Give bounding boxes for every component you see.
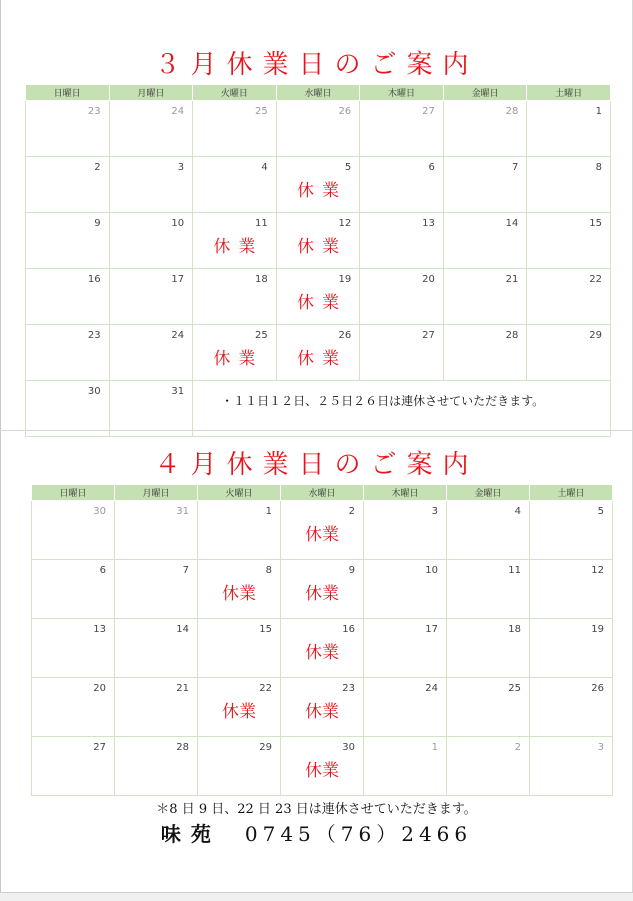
calendar-day-cell — [276, 157, 360, 213]
calendar-day-cell — [109, 101, 193, 157]
day-number: 30 — [87, 386, 101, 397]
closed-label: 休業 — [296, 237, 347, 257]
calendar-day-cell — [26, 269, 110, 325]
day-number: 23 — [342, 683, 355, 694]
note-cell — [193, 381, 611, 437]
day-number: 16 — [87, 274, 101, 285]
phone-number: 0745（76）2466 — [244, 822, 473, 846]
calendar-day-cell — [115, 501, 198, 560]
calendar-day-cell — [281, 560, 364, 619]
calendar-day-cell — [115, 560, 198, 619]
day-number: 17 — [425, 624, 438, 635]
closed-label: 休業 — [305, 584, 339, 604]
day-number: 5 — [597, 506, 604, 517]
day-number: 20 — [422, 274, 435, 285]
closed-label: 休業 — [296, 181, 347, 201]
closed-label: 休業 — [305, 643, 339, 663]
calendar-week-row — [26, 101, 611, 157]
calendar-day-cell — [26, 101, 110, 157]
day-number: 27 — [422, 330, 435, 341]
closed-label: 休業 — [296, 293, 347, 313]
weekday-header: 木曜日 — [364, 485, 447, 501]
calendar-day-cell — [276, 101, 360, 157]
day-number: 3 — [597, 742, 604, 753]
calendar-day-cell — [530, 501, 613, 560]
day-number: 23 — [87, 106, 101, 117]
calendar-day-cell — [32, 560, 115, 619]
calendar-day-cell — [32, 678, 115, 737]
calendar-day-cell — [447, 678, 530, 737]
calendar-week-row — [26, 381, 611, 437]
calendar-day-cell — [26, 381, 110, 437]
day-number: 29 — [259, 742, 272, 753]
calendar-week-row — [32, 737, 613, 796]
closed-label: 休業 — [222, 702, 256, 722]
page-bottom-edge — [0, 892, 633, 901]
calendar-day-cell — [32, 501, 115, 560]
day-number: 1 — [265, 506, 272, 517]
weekday-header: 月曜日 — [115, 485, 198, 501]
day-number: 6 — [99, 565, 106, 576]
calendar-day-cell — [447, 619, 530, 678]
day-number: 14 — [505, 218, 519, 229]
calendar-week-row — [26, 325, 611, 381]
weekday-header: 火曜日 — [193, 85, 277, 101]
calendar-week-row — [32, 678, 613, 737]
day-number: 8 — [595, 162, 602, 173]
day-number: 17 — [171, 274, 185, 285]
day-number: 27 — [93, 742, 106, 753]
day-number: 9 — [94, 218, 101, 229]
calendar-day-cell — [530, 560, 613, 619]
closed-label: 休業 — [213, 349, 264, 369]
calendar-day-cell — [198, 678, 281, 737]
calendar-day-cell — [115, 678, 198, 737]
calendar-day-cell — [198, 619, 281, 678]
closed-label: 休業 — [305, 761, 339, 781]
day-number: 10 — [425, 565, 438, 576]
weekday-header: 木曜日 — [360, 85, 444, 101]
calendar-day-cell — [198, 501, 281, 560]
day-number: 24 — [171, 106, 185, 117]
calendar-day-cell — [109, 269, 193, 325]
day-number: 13 — [93, 624, 106, 635]
calendar-day-cell — [360, 101, 444, 157]
calendar-day-cell — [32, 737, 115, 796]
calendar-day-cell — [193, 269, 277, 325]
closed-label: 休業 — [213, 237, 264, 257]
day-number: 19 — [338, 274, 352, 285]
day-number: 30 — [342, 742, 355, 753]
weekday-header: 水曜日 — [276, 85, 360, 101]
calendar-day-cell — [115, 737, 198, 796]
day-number: 14 — [176, 624, 189, 635]
calendar-day-cell — [530, 737, 613, 796]
closed-label: 休業 — [305, 525, 339, 545]
closed-label: 休業 — [222, 584, 256, 604]
day-number: 31 — [176, 506, 189, 517]
calendar-day-cell — [360, 325, 444, 381]
day-number: 16 — [342, 624, 355, 635]
day-number: 15 — [259, 624, 272, 635]
april-title: ４月休業日のご案内 — [154, 450, 479, 480]
calendar-day-cell — [443, 157, 527, 213]
calendar-day-cell — [26, 213, 110, 269]
march-calendar — [25, 84, 611, 437]
day-number: 7 — [182, 565, 189, 576]
day-number: 28 — [505, 106, 519, 117]
day-number: 1 — [431, 742, 438, 753]
weekday-header: 水曜日 — [281, 485, 364, 501]
calendar-day-cell — [276, 325, 360, 381]
calendar-day-cell — [109, 381, 193, 437]
calendar-day-cell — [360, 157, 444, 213]
calendar-day-cell — [443, 269, 527, 325]
calendar-day-cell — [364, 678, 447, 737]
calendar-day-cell — [364, 619, 447, 678]
calendar-day-cell — [360, 213, 444, 269]
april-calendar — [31, 484, 613, 796]
calendar-day-cell — [447, 560, 530, 619]
closed-label: 休業 — [296, 349, 347, 369]
day-number: 21 — [176, 683, 189, 694]
day-number: 28 — [176, 742, 189, 753]
calendar-day-cell — [26, 157, 110, 213]
weekday-header: 日曜日 — [26, 85, 110, 101]
calendar-day-cell — [193, 325, 277, 381]
day-number: 6 — [428, 162, 435, 173]
calendar-day-cell — [198, 737, 281, 796]
calendar-day-cell — [26, 325, 110, 381]
calendar-day-cell — [32, 619, 115, 678]
calendar-day-cell — [443, 325, 527, 381]
footer-contact — [0, 818, 633, 847]
calendar-day-cell — [109, 157, 193, 213]
calendar-week-row — [26, 213, 611, 269]
day-number: 1 — [595, 106, 602, 117]
day-number: 5 — [344, 162, 352, 173]
day-number: 15 — [589, 218, 602, 229]
calendar-day-cell — [530, 619, 613, 678]
weekday-header: 火曜日 — [198, 485, 281, 501]
day-number: 23 — [87, 330, 101, 341]
day-number: 12 — [338, 218, 352, 229]
day-number: 10 — [171, 218, 185, 229]
footer-note: ＊8 日 9 日、22 日 23 日は連休させていただきます。 — [156, 802, 477, 817]
day-number: 24 — [425, 683, 438, 694]
day-number: 18 — [508, 624, 521, 635]
calendar-day-cell — [443, 213, 527, 269]
day-number: 29 — [589, 330, 602, 341]
day-number: 2 — [348, 506, 355, 517]
day-number: 26 — [591, 683, 604, 694]
day-number: 30 — [93, 506, 106, 517]
march-note: ・１１日１２日、２５日２６日は連休させていただきます。 — [221, 394, 545, 408]
day-number: 2 — [94, 162, 101, 173]
calendar-day-cell — [193, 101, 277, 157]
day-number: 24 — [171, 330, 185, 341]
calendar-day-cell — [109, 213, 193, 269]
calendar-day-cell — [281, 501, 364, 560]
calendar-day-cell — [109, 325, 193, 381]
calendar-day-cell — [527, 101, 611, 157]
day-number: 19 — [591, 624, 604, 635]
day-number: 25 — [254, 106, 268, 117]
calendar-day-cell — [527, 213, 611, 269]
calendar-week-row — [26, 157, 611, 213]
calendar-day-cell — [276, 213, 360, 269]
calendar-week-row — [26, 269, 611, 325]
calendar-week-row — [32, 501, 613, 560]
calendar-day-cell — [281, 619, 364, 678]
closed-label: 休業 — [305, 702, 339, 722]
calendar-day-cell — [360, 269, 444, 325]
day-number: 12 — [591, 565, 604, 576]
weekday-header: 日曜日 — [32, 485, 115, 501]
weekday-header: 金曜日 — [443, 85, 527, 101]
calendar-week-row — [32, 619, 613, 678]
day-number: 26 — [338, 106, 352, 117]
march-title: ３月休業日のご案内 — [154, 50, 479, 80]
calendar-day-cell — [364, 560, 447, 619]
calendar-day-cell — [198, 560, 281, 619]
calendar-week-row — [32, 560, 613, 619]
day-number: 18 — [254, 274, 268, 285]
day-number: 31 — [171, 386, 185, 397]
day-number: 4 — [514, 506, 521, 517]
day-number: 26 — [338, 330, 352, 341]
calendar-day-cell — [281, 678, 364, 737]
weekday-header: 金曜日 — [447, 485, 530, 501]
calendar-day-cell — [193, 213, 277, 269]
weekday-header: 月曜日 — [109, 85, 193, 101]
day-number: 11 — [254, 218, 268, 229]
weekday-header: 土曜日 — [530, 485, 613, 501]
calendar-day-cell — [447, 737, 530, 796]
day-number: 25 — [508, 683, 521, 694]
day-number: 9 — [348, 565, 355, 576]
calendar-day-cell — [281, 737, 364, 796]
weekday-header: 土曜日 — [527, 85, 611, 101]
calendar-day-cell — [193, 157, 277, 213]
calendar-day-cell — [527, 269, 611, 325]
day-number: 20 — [93, 683, 106, 694]
day-number: 28 — [505, 330, 519, 341]
calendar-day-cell — [364, 737, 447, 796]
day-number: 27 — [422, 106, 435, 117]
day-number: 3 — [177, 162, 185, 173]
day-number: 2 — [514, 742, 521, 753]
day-number: 22 — [589, 274, 602, 285]
calendar-day-cell — [115, 619, 198, 678]
day-number: 7 — [512, 162, 519, 173]
calendar-day-cell — [276, 269, 360, 325]
shop-name: 味苑 — [160, 822, 221, 846]
day-number: 4 — [261, 162, 268, 173]
day-number: 22 — [259, 683, 272, 694]
day-number: 3 — [431, 506, 438, 517]
day-number: 25 — [254, 330, 268, 341]
calendar-day-cell — [443, 101, 527, 157]
day-number: 8 — [265, 565, 272, 576]
day-number: 13 — [422, 218, 435, 229]
day-number: 21 — [505, 274, 519, 285]
day-number: 11 — [508, 565, 521, 576]
calendar-day-cell — [530, 678, 613, 737]
calendar-day-cell — [527, 157, 611, 213]
calendar-day-cell — [364, 501, 447, 560]
calendar-day-cell — [447, 501, 530, 560]
calendar-day-cell — [527, 325, 611, 381]
